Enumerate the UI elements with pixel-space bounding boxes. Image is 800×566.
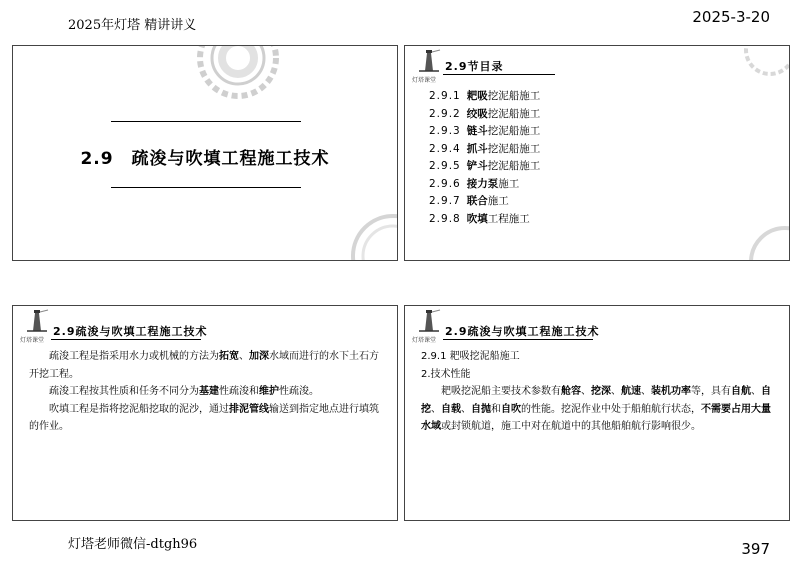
toc-item-keyword: 接力泵 [466, 177, 499, 190]
heading-underline [51, 339, 201, 340]
paragraph-dredging-types: 疏浚工程按其性质和任务不同分为基建性疏浚和维护性疏浚。 [49, 386, 319, 397]
toc-item-label: 工程施工 [487, 212, 530, 225]
toc-item-keyword: 抓斗 [466, 142, 488, 155]
toc-item [429, 193, 540, 211]
slide-definitions [12, 305, 398, 521]
toc-item [429, 123, 540, 141]
toc-item-number: 2.9.7 [429, 195, 461, 207]
slide-tshd-performance [404, 305, 790, 521]
decorative-arc [343, 206, 398, 261]
toc-item [429, 211, 540, 229]
decorative-gears [183, 45, 293, 108]
toc-item [429, 158, 540, 176]
slide-toc [404, 45, 790, 261]
toc-item-label: 挖泥船施工 [487, 125, 541, 137]
slide-body [421, 348, 775, 436]
toc-item-keyword: 铲斗 [466, 160, 488, 172]
toc-item-label: 挖泥船施工 [487, 160, 541, 172]
toc-item-number: 2.9.5 [429, 160, 461, 172]
decorative-arc [735, 216, 790, 261]
heading-underline [443, 74, 555, 75]
paragraph-reclamation-definition: 吹填工程是指将挖泥船挖取的泥沙，通过排泥管线输送到指定地点进行填筑的作业。 [29, 403, 379, 432]
title-line-bottom [111, 187, 301, 188]
page-header: 2025年灯塔 精讲讲义 [68, 18, 197, 33]
toc-item-number: 2.9.8 [429, 212, 461, 225]
toc-item [429, 141, 540, 159]
toc-item [429, 106, 540, 124]
toc-item-keyword: 链斗 [466, 125, 488, 137]
page-date: 2025-3-20 [692, 8, 770, 26]
section-subtitle: 2.9.1 耙吸挖泥船施工 [421, 351, 520, 362]
toc-item-label: 施工 [487, 195, 509, 207]
heading-underline [443, 339, 593, 340]
toc-item-keyword: 耙吸 [466, 90, 488, 102]
toc-item-label: 挖泥船施工 [487, 142, 541, 155]
lighthouse-logo: 灯塔课堂 [17, 309, 57, 345]
toc-item-number: 2.9.6 [429, 177, 461, 190]
slide-heading: 2.9节目录 [445, 60, 504, 73]
slide-heading: 2.9疏浚与吹填工程施工技术 [53, 325, 208, 338]
toc-item-keyword: 吹填 [466, 212, 488, 225]
toc-item [429, 88, 540, 106]
decorative-gears [730, 45, 790, 80]
lighthouse-logo: 灯塔课堂 [409, 309, 449, 345]
toc-item-keyword: 联合 [466, 195, 488, 207]
lighthouse-logo: 灯塔课堂 [409, 49, 449, 85]
paragraph-dredging-definition: 疏浚工程是指采用水力或机械的方法为拓宽、加深水域而进行的水下土石方开挖工程。 [29, 351, 379, 380]
slide-main-title: 2.9 疏浚与吹填工程施工技术 [80, 149, 330, 169]
toc-item-number: 2.9.3 [429, 125, 461, 137]
toc-item [429, 176, 540, 194]
toc-item-number: 2.9.1 [429, 90, 461, 102]
toc-list [429, 88, 540, 228]
toc-item-label: 挖泥船施工 [487, 107, 541, 120]
slide-body [29, 348, 383, 436]
toc-item-number: 2.9.2 [429, 107, 461, 120]
paragraph-performance: 耙吸挖泥船主要技术参数有舱容、挖深、航速、装机功率等，具有自航、自挖、自载、自抛和自吹的性能。挖泥作业中处于船舶航行状态，不需要占用大量水域或封锁航道，施工中对在航道中的其他船舶航行影响很少。 [421, 386, 771, 432]
page-footer: 灯塔老师微信-dtgh96 [68, 537, 198, 552]
section-subtitle: 2.技术性能 [421, 368, 471, 380]
slide-title [12, 45, 398, 261]
page-number: 397 [741, 540, 770, 558]
toc-item-label: 挖泥船施工 [487, 90, 541, 102]
toc-item-number: 2.9.4 [429, 142, 461, 155]
toc-item-keyword: 绞吸 [466, 107, 488, 120]
title-line-top [111, 121, 301, 122]
slide-heading: 2.9疏浚与吹填工程施工技术 [445, 325, 600, 338]
toc-item-label: 施工 [498, 177, 520, 190]
